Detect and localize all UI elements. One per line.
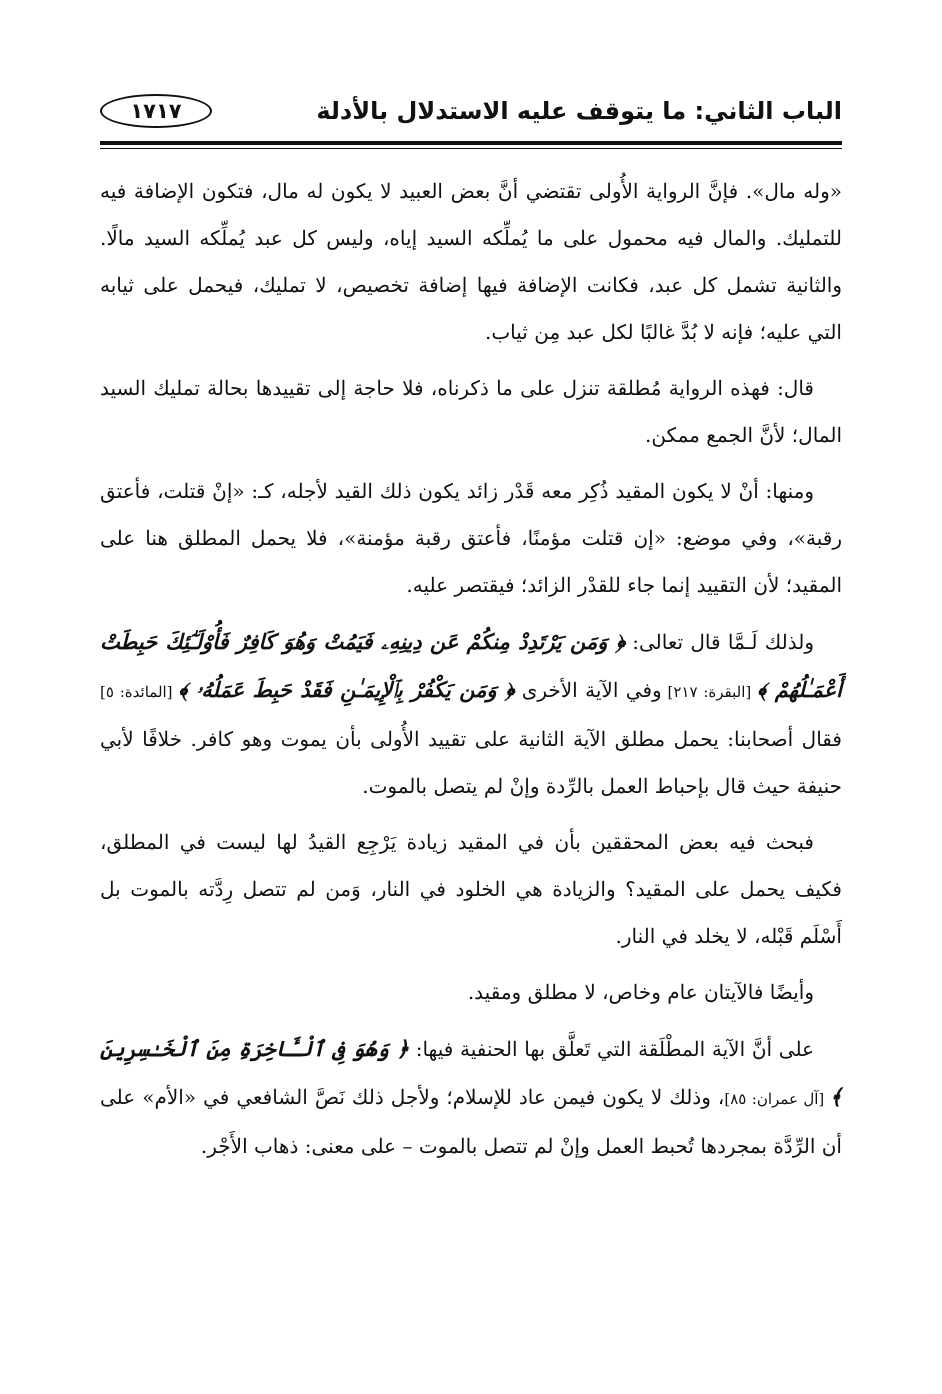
verse-reference: [آل عمران: ٨٥] [724,1090,830,1108]
text-run: وفي الآية الأخرى [514,678,662,702]
text-run: ولذلك لَـمَّا قال تعالى: [624,630,814,654]
running-title: الباب الثاني: ما يتوقف عليه الاستدلال بالأدلة [316,97,842,125]
text-run: على أنَّ الآية المطْلَقة التي تَعلَّق بها الحنفية فيها: [409,1037,814,1061]
verse-reference: [البقرة: ٢١٧] [661,683,758,701]
page-header [100,88,842,138]
paragraph [100,1025,842,1170]
header-rule-thin [100,148,842,149]
text-run: ، وذلك لا يكون فيمن عاد للإسلام؛ ولأجل ذلك نَصَّ الشافعي في «الأم» على أن الرِّدَّة بمجردها تُحبط العمل وإنْ لم تتصل بالموت – على معنى: ذهاب الأَجْر. [100,1085,842,1158]
paragraph: قال: فهذه الرواية مُطلقة تنزل على ما ذكرناه، فلا حاجة إلى تقييدها بحالة تمليك السيد المال؛ لأنَّ الجمع ممكن. [100,376,842,447]
verse-reference: [المائدة: ٥] [100,683,179,701]
quran-verse: ﴿ وَمَن يَرْتَدِدْ مِنكُمْ عَن دِينِهِۦ فَيَمُتْ وَهُوَ كَافِرٌ فَأُوْلَـٰٓئِكَ حَبِطَتْ أَعْمَـٰلُهُمْ ﴾ [100,629,842,702]
paragraph [100,618,842,810]
paragraph: فبحث فيه بعض المحققين بأن في المقيد زيادة يَرْجِع القيدُ لها ليست في المطلق، فكيف يحمل على المقيد؟ والزيادة هي الخلود في النار، وَمن لم تتصل رِدَّته بالموت بل أَسْلَم قَبْله، لا يخلد في النار. [100,830,842,948]
paragraph: ومنها: أنْ لا يكون المقيد ذُكِر معه قَدْر زائد يكون ذلك القيد لأجله، كـ: «إنْ قتلت، فأعتق رقبة»، وفي موضع: «إن قتلت مؤمنًا، فأعتق رقبة مؤمنة»، فلا يحمل المطلق هنا على المقيد؛ لأن التقييد إنما جاء للقدْر الزائد؛ فيقتصر عليه. [100,479,842,597]
quran-verse: ﴿ وَهُوَ فِى ٱلْـَٔاخِرَةِ مِنَ ٱلْخَـٰسِرِينَ ﴾ [100,1036,842,1109]
quran-verse: ﴿ وَمَن يَكْفُرْ بِٱلْإِيمَـٰنِ فَقَدْ حَبِطَ عَمَلُهُۥ ﴾ [178,677,515,702]
header-rule-thick [100,141,842,145]
page-body [100,168,842,1374]
page-number: ١٧١٧ [100,94,212,128]
paragraph: وأيضًا فالآيتان عام وخاص، لا مطلق ومقيد. [467,980,814,1004]
text-run: فقال أصحابنا: يحمل مطلق الآية الثانية على تقييد الأُولى بأن يموت وهو كافر. خلافًا لأبي حنيفة حيث قال بإحباط العمل بالرِّدة وإنْ لم يتصل بالموت. [100,727,842,798]
paragraph: «وله مال». فإنَّ الرواية الأُولى تقتضي أنَّ بعض العبيد لا يكون له مال، فتكون الإضافة فيه للتمليك. والمال فيه محمول على ما يُملِّكه السيد إياه، وليس كل عبد يُملِّكه السيد مالًا. والثانية تشمل كل عبد، فكانت الإضافة فيها إضافة تخصيص، لا تمليك، فيحمل على ثيابه التي عليه؛ فإنه لا بُدَّ غالبًا لكل عبد مِن ثياب. [100,179,842,344]
